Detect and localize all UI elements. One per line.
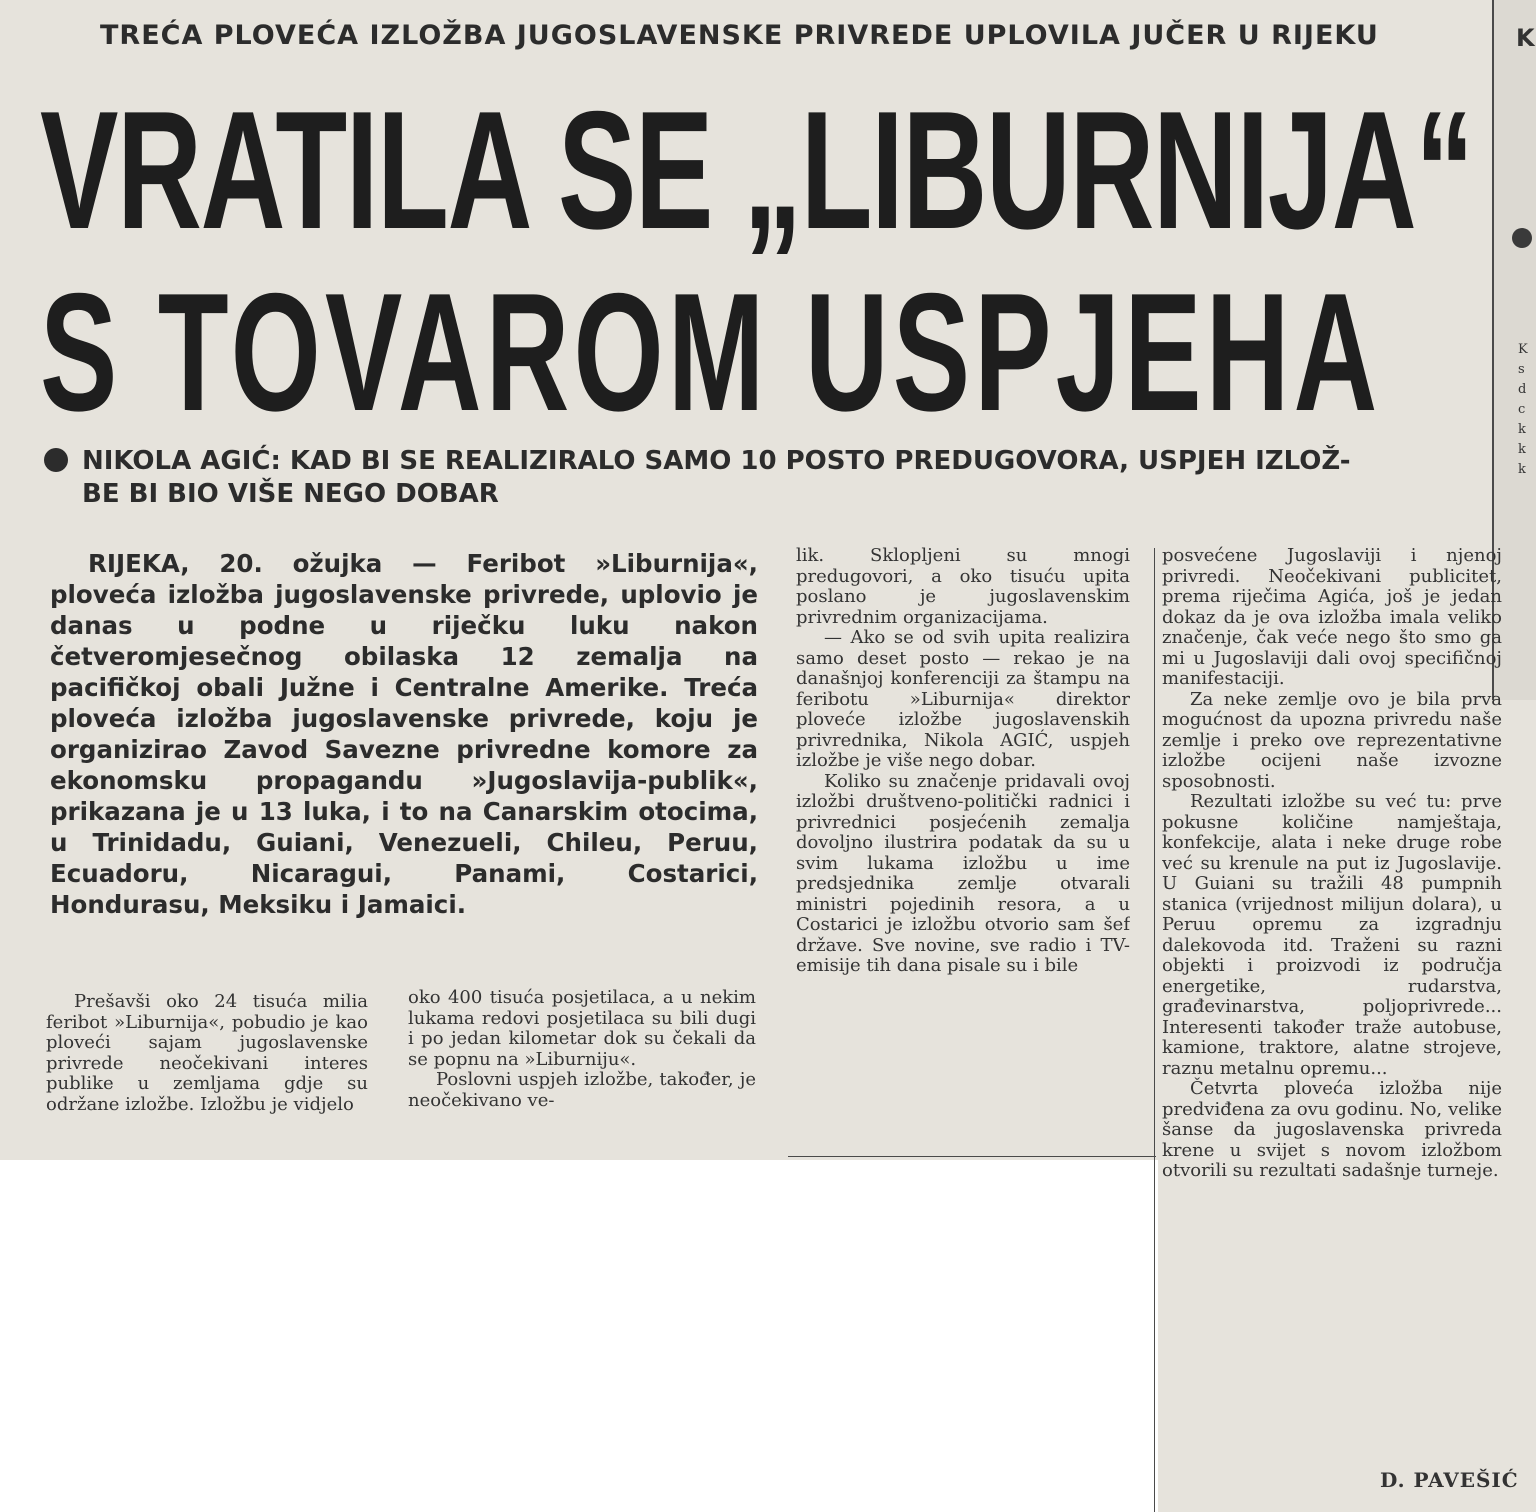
paragraph: posvećene Jugoslaviji i njenoj privredi. Neočekivani publicitet, prema riječima Agića, još je jedan dokaz da je ova izložba imala veliko značenje, čak veće nego što smo ga mi u Jugoslaviji dali ovoj specifičnoj manifestaciji.	[1162, 546, 1502, 689]
headline-line-1: VRATILA SE „LIBURNIJA“	[40, 76, 1473, 264]
bullet-icon	[1512, 228, 1532, 248]
bullet-icon	[44, 448, 68, 472]
article-column-2	[408, 988, 756, 1158]
lead-paragraph: RIJEKA, 20. ožujka — Feribot »Liburnija«, ploveća izložba jugoslavenske privrede, uplovio je danas u podne u riječku luku nakon četveromjesečnog obilaska 12 zemalja na pacifičkoj obali Južne i Centralne Amerike. Treća ploveća izložba jugoslavenske privrede, koju je organizirao Zavod Savezne privredne komore za ekonomsku propagandu »Jugoslavija-publik«, prikazana je u 13 luka, i to na Canarskim otocima, u Trinidadu, Guiani, Venezueli, Chileu, Peruu, Ecuadoru, Nicaragui, Panami, Costarici, Hondurasu, Meksiku i Jamaici.	[50, 549, 758, 919]
subheadline-line-1: NIKOLA AGIĆ: KAD BI SE REALIZIRALO SAMO 10 POSTO PREDUGOVORA, USPJEH IZLOŽ-	[82, 446, 1351, 476]
author-byline: D. PAVEŠIĆ	[1380, 1468, 1519, 1492]
paragraph: Četvrta ploveća izložba nije predviđena za ovu godinu. No, velike šanse da jugoslavenska privreda krene u svijet s novom izložbom otvorili su rezultati sadašnje turneje.	[1162, 1078, 1502, 1181]
paragraph: Poslovni uspjeh izložbe, također, je neočekivano ve-	[408, 1069, 756, 1111]
paragraph: Za neke zemlje ovo je bila prva mogućnost da upozna privredu naše zemlje i preko ove reprezentativne izložbe ocijeni naše izvozne sposobnosti.	[1162, 688, 1502, 792]
column-rule-3	[1154, 548, 1155, 1512]
article-column-3	[796, 546, 1130, 1154]
subheadline	[44, 445, 1489, 511]
paragraph: Prešavši oko 24 tisuća milia feribot »Liburnija«, pobudio je kao ploveći sajam jugoslavenske privrede neočekivani interes publike u zemljama gdje su održane izložbe. Izložbu je vidjelo	[46, 992, 368, 1115]
subheadline-line-2: BE BI BIO VIŠE NEGO DOBAR	[82, 479, 499, 509]
adjacent-column-text: K s d c k k k	[1518, 342, 1528, 477]
paragraph: Koliko su značenje pridavali ovoj izložbi društveno-politički radnici i privrednici posjećenih zemalja dovoljno ilustrira podatak da su u svim lukama izložbu u ime predsjednika zemlje otvarali ministri pojedinih resora, a u Costarici je izložbu otvorio sam šef države. Sve novine, sve radio i TV-emisije tih dana pisale su i bile	[796, 770, 1130, 976]
adjacent-column-heading: K	[1516, 24, 1535, 52]
paragraph: oko 400 tisuća posjetilaca, a u nekim lukama redovi posjetilaca su bili dugi i po jedan kilometar dok su čekali da se popnu na »Liburniju«.	[408, 988, 756, 1070]
article-column-4	[1162, 546, 1502, 1470]
bottom-rule	[788, 1156, 1156, 1157]
paragraph: lik. Sklopljeni su mnogi predugovori, a oko tisuću upita poslano je jugoslavenskim privrednim organizacijama.	[796, 546, 1130, 628]
paragraph: — Ako se od svih upita realizira samo deset posto — rekao je na današnjoj konferenciji za štampu na feribotu »Liburnija« direktor ploveće izložbe jugoslavenskih privrednika, Nikola AGIĆ, uspjeh izložbe je više nego dobar.	[796, 627, 1130, 771]
article-column-1	[46, 992, 368, 1158]
paragraph: Rezultati izložbe su već tu: prve pokusne količine namještaja, konfekcije, alata i neke druge robe već su krenule na put iz Jugoslavije. U Guiani su tražili 48 pumpnih stanica (vrijednost milijun dolara), u Peruu opremu za izgradnju dalekovoda itd. Traženi su razni objekti i proizvodi iz područja energetike, rudarstva, građevinarstva, poljoprivrede... Interesenti također traže autobuse, kamione, traktore, alatne strojeve, raznu metalnu opremu...	[1162, 791, 1502, 1079]
kicker-headline: TREĆA PLOVEĆA IZLOŽBA JUGOSLAVENSKE PRIVREDE UPLOVILA JUČER U RIJEKU	[100, 20, 1379, 51]
headline-line-2: S TOVAROM USPJEHA	[40, 258, 1382, 446]
